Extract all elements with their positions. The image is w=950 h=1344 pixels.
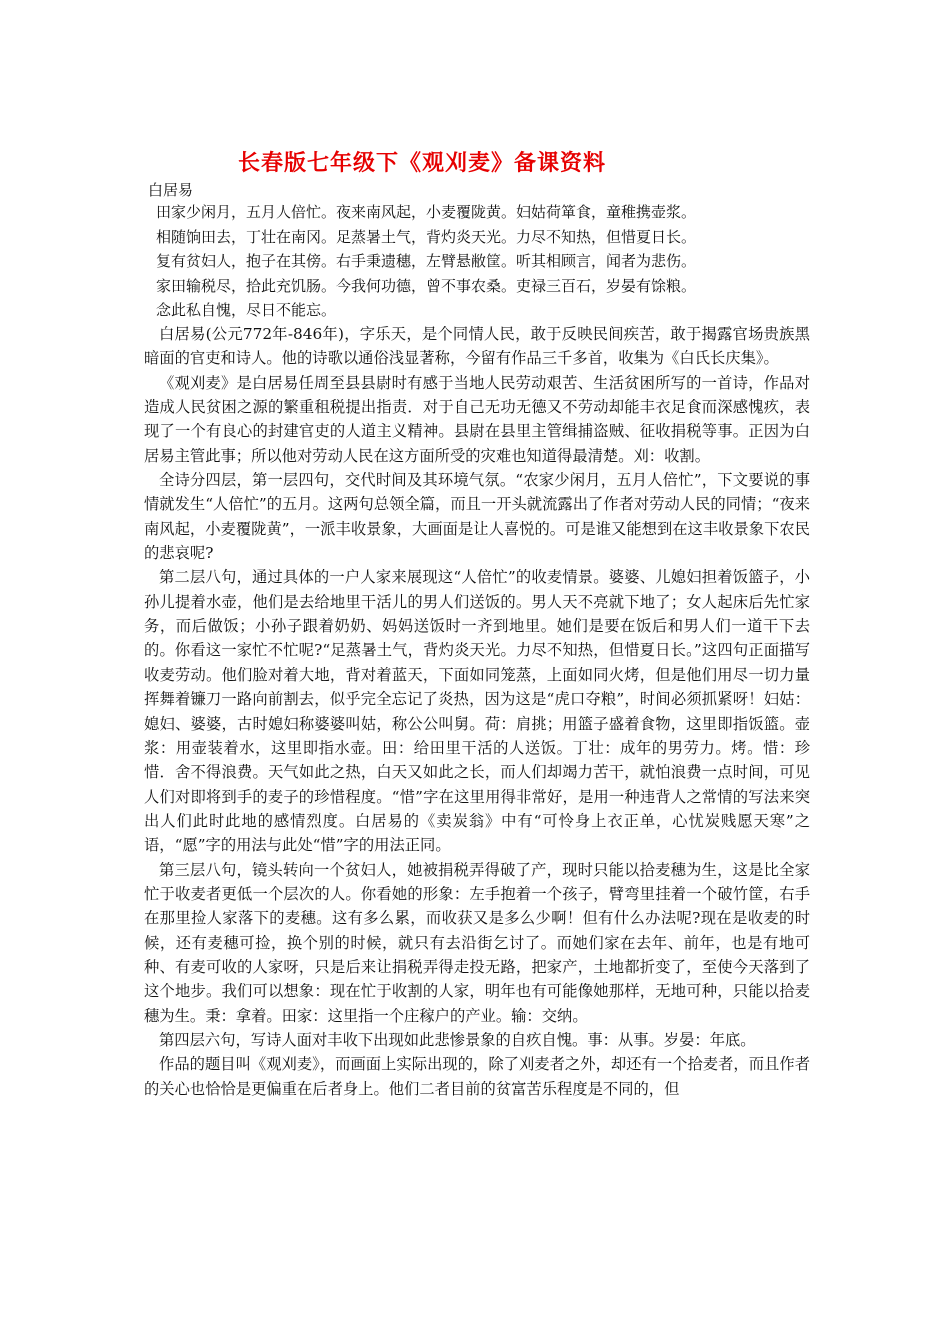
poem-line: 家田输税尽，拾此充饥肠。今我何功德，曾不事农桑。吏禄三百石，岁晏有馀粮。 xyxy=(156,276,697,295)
commentary-body xyxy=(144,322,810,1101)
poem-line: 相随饷田去，丁壮在南冈。足蒸暑土气，背灼炎天光。力尽不知热，但惜夏日长。 xyxy=(156,227,697,246)
poem-text xyxy=(156,200,836,323)
paragraph-layer-four: 第四层六句，写诗人面对丰收下出现如此悲惨景象的自疚自愧。事：从事。岁晏：年底。 xyxy=(159,1030,756,1049)
paragraph-title-analysis: 作品的题目叫《观刈麦》，而画面上实际出现的，除了刈麦者之外，却还有一个拾麦者，而且作者的关心也恰恰是更偏重在后者身上。他们二者目前的贫富苦乐程度是不同的，但 xyxy=(144,1055,810,1098)
document-title: 长春版七年级下《观刈麦》备课资料 xyxy=(238,151,607,176)
poem-line: 田家少闲月，五月人倍忙。夜来南风起，小麦覆陇黄。妇姑荷箪食，童稚携壶浆。 xyxy=(156,203,697,221)
paragraph-layer-one: 全诗分四层，第一层四句，交代时间及其环境气氛。“农家少闲月，五月人倍忙”，下文要说的事情就发生“人倍忙”的五月。这两句总领全篇，而且一开头就流露出了作者对劳动人民的同情；“夜来南风起，小麦覆陇黄”，一派丰收景象，大画面是让人喜悦的。可是谁又能想到在这丰收景象下农民的悲哀呢? xyxy=(144,471,810,563)
poem-line: 念此私自愧，尽日不能忘。 xyxy=(156,301,337,320)
poem-author: 白居易 xyxy=(148,181,194,199)
paragraph-background: 《观刈麦》是白居易任周至县县尉时有感于当地人民劳动艰苦、生活贫困所写的一首诗，作品对造成人民贫困之源的繁重租税提出指责．对于自己无功无德又不劳动却能丰衣足食而深感愧疚，表现了一个有良心的封建官吏的人道主义精神。县尉在县里主管缉捕盗贼、征收捐税等事。正因为白居易主管此事；所以他对劳动人民在这方面所受的灾难也知道得最清楚。刈：收割。 xyxy=(144,373,810,465)
paragraph-layer-three: 第三层八句，镜头转向一个贫妇人，她被捐税弄得破了产，现时只能以拾麦穗为生，这是比全家忙于收麦者更低一个层次的人。你看她的形象：左手抱着一个孩子，臂弯里挂着一个破竹筐，右手在那里捡人家落下的麦穗。这有多么累，而收获又是多么少啊！但有什么办法呢?现在是收麦的时候，还有麦穗可捡，换个别的时候，就只有去沿街乞讨了。而她们家在去年、前年，也是有地可种、有麦可收的人家呀，只是后来让捐税弄得走投无路，把家产，土地都折变了，至使今天落到了这个地步。我们可以想象：现在忙于收割的人家，明年也有可能像她那样，无地可种，只能以拾麦穗为生。秉：拿着。田家：这里指一个庄稼户的产业。输：交纳。 xyxy=(144,860,810,1025)
paragraph-layer-two: 第二层八句，通过具体的一户人家来展现这“人倍忙”的收麦情景。婆婆、儿媳妇担着饭篮子，小孙儿提着水壶，他们是去给地里干活儿的男人们送饭的。男人天不亮就下地了；女人起床后先忙家务，而后做饭；小孙子跟着奶奶、妈妈送饭时一齐到地里。她们是要在饭后和男人们一道干下去的。你看这一家忙不忙呢?“足蒸暑土气，背灼炎天光。力尽不知热，但惜夏日长。”这四句正面描写收麦劳动。他们脸对着大地，背对着蓝天，下面如同笼蒸，上面如同火烤，但是他们用尽一切力量挥舞着镰刀一路向前割去，似乎完全忘记了炎热，因为这是“虎口夺粮”，时间必须抓紧呀！妇姑：媳妇、婆婆，古时媳妇称婆婆叫姑，称公公叫舅。荷：肩挑；用篮子盛着食物，这里即指饭篮。壶浆：用壶装着水，这里即指水壶。田：给田里干活的人送饭。丁壮：成年的男劳力。烤。惜：珍惜．舍不得浪费。天气如此之热，白天又如此之长，而人们却竭力苦干，就怕浪费一点时间，可见人们对即将到手的麦子的珍惜程度。“惜”字在这里用得非常好，是用一种违背人之常情的写法来突出人们此时此地的感情烈度。白居易的《卖炭翁》中有“可怜身上衣正单，心忧炭贱愿天寒”之语，“愿”字的用法与此处“惜”字的用法正同。 xyxy=(144,568,810,855)
paragraph-author-bio: 白居易(公元772年-846年)，字乐天，是个同情人民，敢于反映民间疾苦，敢于揭露官场贵族黑暗面的官吏和诗人。他的诗歌以通俗浅显著称，今留有作品三千多首，收集为《白氏长庆集》。 xyxy=(144,325,810,368)
poem-line: 复有贫妇人，抱子在其傍。右手秉遗穗，左臂悬敝筐。听其相顾言，闻者为悲伤。 xyxy=(156,252,697,271)
